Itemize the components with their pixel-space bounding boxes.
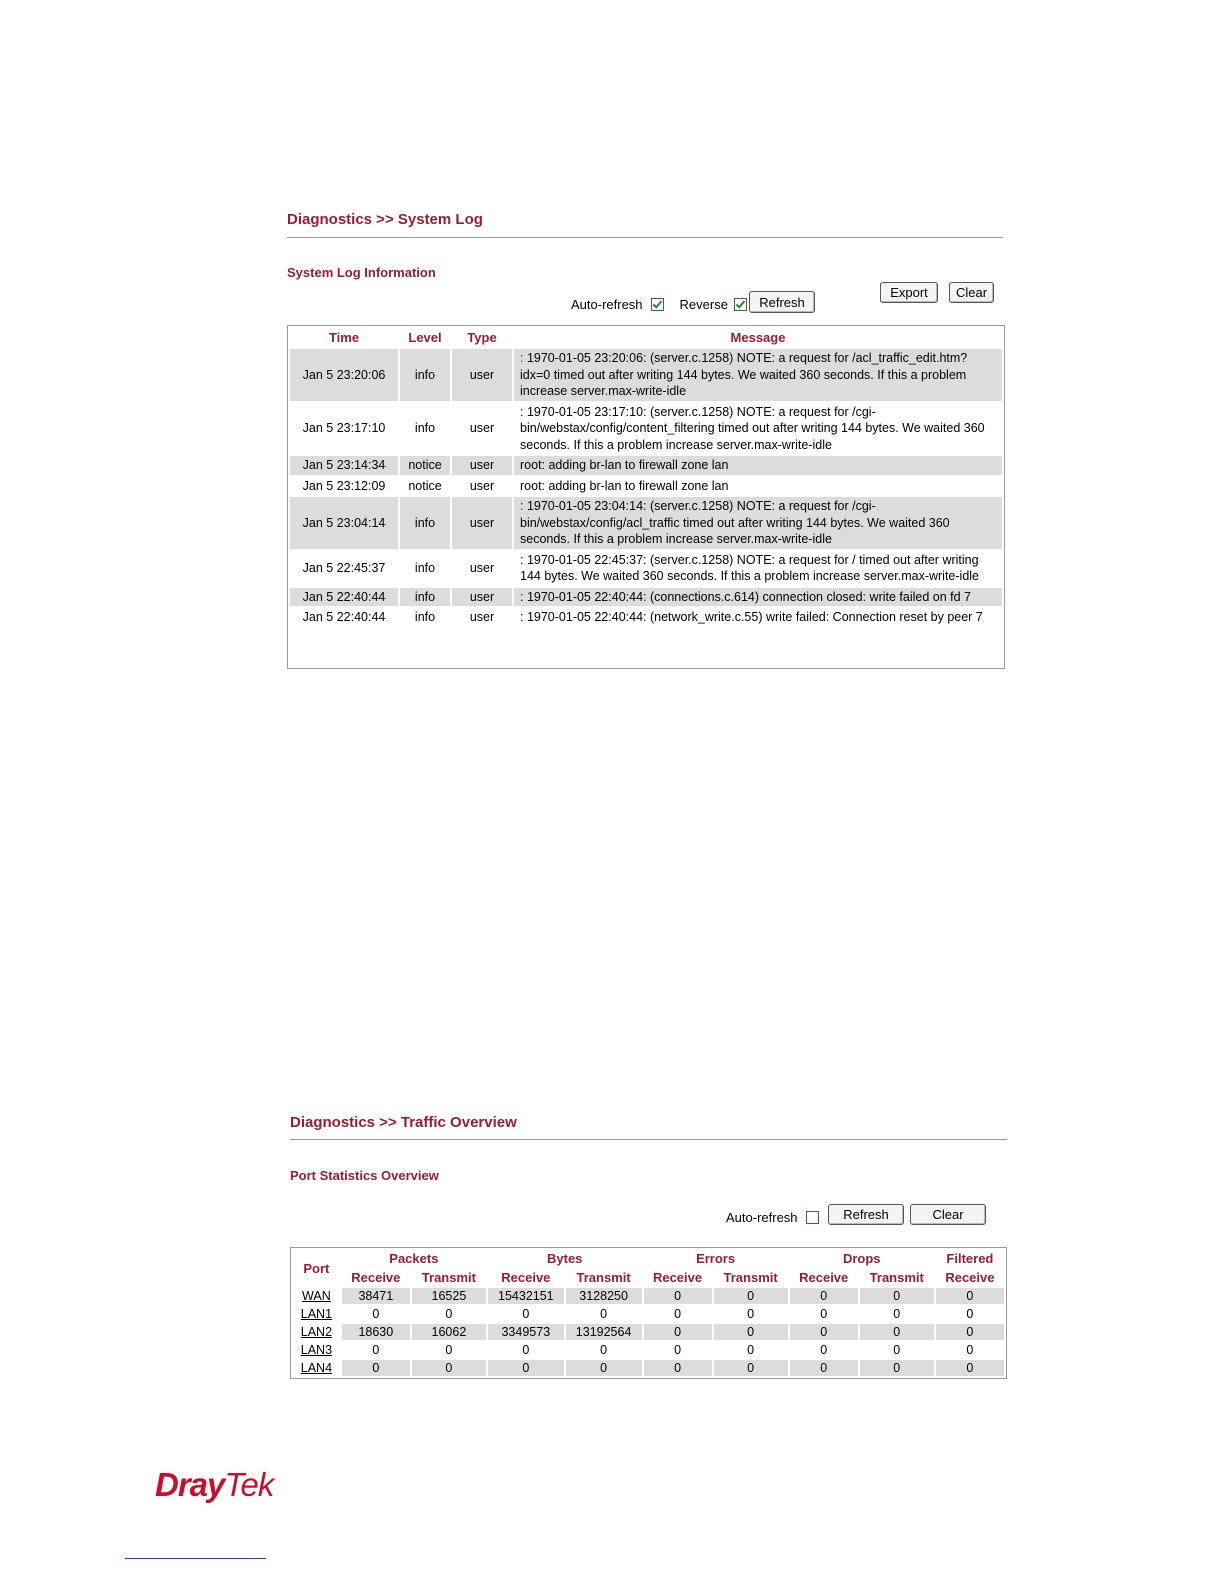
traffic-controls	[726, 1210, 819, 1225]
log-type-cell: user	[452, 588, 512, 607]
stat-cell: 0	[488, 1306, 564, 1322]
stat-cell: 0	[566, 1360, 642, 1376]
col-subheader: Transmit	[421, 1270, 476, 1285]
col-header-message: Message	[730, 330, 786, 345]
logo-dray-text: Dray	[155, 1466, 225, 1503]
col-subheader: Receive	[799, 1270, 849, 1285]
log-row	[290, 403, 1002, 455]
reverse-label: Reverse	[679, 297, 728, 312]
stat-cell: 0	[644, 1342, 712, 1358]
stat-cell: 0	[644, 1288, 712, 1304]
col-group-drops: Drops	[842, 1251, 881, 1266]
syslog-clear-button[interactable]: Clear	[949, 282, 994, 303]
stat-cell: 0	[860, 1306, 934, 1322]
stat-cell: 0	[860, 1324, 934, 1340]
port-link[interactable]: LAN1	[300, 1307, 333, 1321]
log-type-cell: user	[452, 497, 512, 549]
col-subheader: Transmit	[723, 1270, 778, 1285]
traffic-title-divider	[290, 1139, 1007, 1140]
stat-cell: 0	[412, 1306, 486, 1322]
log-row	[290, 477, 1002, 496]
stat-cell: 0	[714, 1324, 788, 1340]
stat-cell: 0	[790, 1360, 858, 1376]
syslog-title-divider	[287, 237, 1003, 238]
traffic-page-title: Diagnostics >> Traffic Overview	[290, 1114, 517, 1131]
traffic-auto-refresh-checkbox[interactable]	[806, 1211, 819, 1224]
logo-tek-text: Tek	[224, 1466, 274, 1503]
log-message-cell: : 1970-01-05 22:45:37: (server.c.1258) NOTE: a request for / timed out after writing 144 bytes. We waited 360 seconds. If this a problem increase server.max-write-idle	[520, 552, 980, 583]
syslog-table-container[interactable]	[287, 325, 1005, 669]
traffic-auto-refresh-label: Auto-refresh	[726, 1210, 798, 1225]
stat-cell: 0	[936, 1306, 1004, 1322]
log-level-cell: notice	[400, 456, 450, 475]
log-type-cell: user	[469, 560, 495, 575]
log-type-cell: user	[469, 421, 495, 435]
col-group-filtered: Filtered	[946, 1251, 994, 1266]
port-cell	[293, 1324, 340, 1340]
stat-cell: 0	[936, 1360, 1004, 1376]
syslog-section-title: System Log Information	[287, 265, 436, 280]
traffic-clear-button[interactable]: Clear	[910, 1204, 986, 1225]
log-time-cell: Jan 5 23:17:10	[302, 421, 386, 435]
log-level-cell: info	[414, 560, 436, 575]
stat-cell: 16525	[412, 1288, 486, 1304]
stat-cell: 0	[644, 1360, 712, 1376]
log-time-cell: Jan 5 23:12:09	[302, 478, 386, 493]
stat-cell: 0	[412, 1342, 486, 1358]
log-row	[290, 608, 1002, 627]
col-subheader: Receive	[501, 1270, 551, 1285]
log-type-cell: user	[452, 349, 512, 401]
log-row	[290, 497, 1002, 549]
footer-link-underline	[125, 1558, 266, 1559]
export-button[interactable]: Export	[880, 282, 938, 303]
log-message-cell: : 1970-01-05 22:40:44: (network_write.c.55) write failed: Connection reset by peer 7	[520, 610, 983, 624]
stat-cell: 38471	[342, 1288, 410, 1304]
log-time-cell: Jan 5 22:45:37	[302, 560, 386, 575]
log-row	[290, 551, 1002, 586]
stat-cell: 0	[714, 1306, 788, 1322]
log-type-cell: user	[469, 478, 495, 493]
col-header-type: Type	[467, 330, 497, 345]
col-group-errors: Errors	[696, 1251, 736, 1266]
traffic-refresh-button[interactable]: Refresh	[828, 1204, 904, 1225]
stat-cell: 3349573	[488, 1324, 564, 1340]
stat-cell: 0	[860, 1360, 934, 1376]
log-message-cell: : 1970-01-05 23:20:06: (server.c.1258) NOTE: a request for /acl_traffic_edit.htm?idx=0 timed out after writing 144 bytes. We waited 360 seconds. If this a problem increase server.max-write-idle	[514, 349, 1002, 401]
stat-cell: 0	[714, 1288, 788, 1304]
stat-cell: 0	[644, 1324, 712, 1340]
col-group-bytes: Bytes	[547, 1251, 583, 1266]
log-time-cell: Jan 5 23:20:06	[290, 349, 398, 401]
stat-cell: 0	[790, 1342, 858, 1358]
port-row	[293, 1360, 1004, 1376]
stat-cell: 16062	[412, 1324, 486, 1340]
log-time-cell: Jan 5 23:14:34	[290, 456, 398, 475]
stat-cell: 0	[860, 1288, 934, 1304]
stat-cell: 0	[790, 1306, 858, 1322]
stat-cell: 0	[488, 1360, 564, 1376]
stat-cell: 0	[412, 1360, 486, 1376]
auto-refresh-checkbox[interactable]	[651, 298, 664, 311]
stat-cell: 0	[936, 1288, 1004, 1304]
stat-cell: 0	[790, 1324, 858, 1340]
log-level-cell: info	[414, 610, 436, 624]
traffic-table	[291, 1248, 1006, 1378]
reverse-checkbox[interactable]	[734, 298, 747, 311]
log-message-cell: : 1970-01-05 23:17:10: (server.c.1258) NOTE: a request for /cgi-bin/webstax/config/content_filtering timed out after writing 144 bytes. We waited 360 seconds. If this a problem increase server.max-write-idle	[520, 404, 985, 452]
log-level-cell: info	[400, 349, 450, 401]
stat-cell: 0	[936, 1342, 1004, 1358]
col-subheader: Receive	[945, 1270, 995, 1285]
port-row	[293, 1288, 1004, 1304]
log-row	[290, 349, 1002, 401]
log-type-cell: user	[469, 610, 495, 624]
stat-cell: 13192564	[566, 1324, 642, 1340]
port-cell	[293, 1360, 340, 1376]
stat-cell: 0	[644, 1306, 712, 1322]
port-link[interactable]: WAN	[302, 1289, 331, 1303]
log-time-cell: Jan 5 23:04:14	[290, 497, 398, 549]
log-time-cell: Jan 5 22:40:44	[302, 610, 386, 624]
stat-cell: 0	[860, 1342, 934, 1358]
stat-cell: 3128250	[566, 1288, 642, 1304]
port-link[interactable]: LAN2	[300, 1325, 333, 1339]
log-row	[290, 588, 1002, 607]
stat-cell: 0	[488, 1342, 564, 1358]
port-link[interactable]: LAN4	[300, 1361, 333, 1375]
traffic-table-container	[290, 1247, 1007, 1379]
stat-cell: 0	[936, 1324, 1004, 1340]
syslog-table	[288, 326, 1004, 629]
log-level-cell: notice	[408, 478, 442, 493]
stat-cell: 15432151	[488, 1288, 564, 1304]
auto-refresh-label: Auto-refresh	[571, 297, 643, 312]
log-message-cell: : 1970-01-05 22:40:44: (connections.c.614) connection closed: write failed on fd 7	[514, 588, 1002, 607]
stat-cell: 0	[714, 1342, 788, 1358]
log-message-cell: root: adding br-lan to firewall zone lan	[520, 478, 729, 493]
log-time-cell: Jan 5 22:40:44	[290, 588, 398, 607]
log-level-cell: info	[414, 421, 436, 435]
port-row	[293, 1306, 1004, 1322]
syslog-controls	[571, 297, 747, 312]
col-header-time: Time	[328, 330, 360, 345]
stat-cell: 0	[566, 1342, 642, 1358]
log-row	[290, 456, 1002, 475]
draytek-logo	[155, 1466, 273, 1504]
stat-cell: 0	[790, 1288, 858, 1304]
log-message-cell: : 1970-01-05 23:04:14: (server.c.1258) NOTE: a request for /cgi-bin/webstax/config/acl_traffic timed out after writing 144 bytes. We waited 360 seconds. If this a problem increase server.max-write-idle	[514, 497, 1002, 549]
traffic-section-title: Port Statistics Overview	[290, 1168, 439, 1183]
stat-cell: 0	[342, 1342, 410, 1358]
syslog-page-title: Diagnostics >> System Log	[287, 211, 483, 228]
col-header-level: Level	[408, 330, 442, 345]
log-level-cell: info	[400, 497, 450, 549]
stat-cell: 0	[342, 1306, 410, 1322]
col-subheader: Receive	[652, 1270, 703, 1285]
port-row	[293, 1342, 1004, 1358]
log-level-cell: info	[400, 588, 450, 607]
stat-cell: 0	[342, 1360, 410, 1376]
stat-cell: 0	[714, 1360, 788, 1376]
syslog-refresh-button[interactable]: Refresh	[749, 291, 815, 313]
port-row	[293, 1324, 1004, 1340]
log-message-cell: root: adding br-lan to firewall zone lan	[514, 456, 1002, 475]
log-type-cell: user	[452, 456, 512, 475]
col-subheader: Transmit	[576, 1270, 631, 1285]
port-link[interactable]: LAN3	[300, 1343, 333, 1357]
col-subheader: Transmit	[869, 1270, 924, 1285]
col-subheader: Receive	[351, 1270, 401, 1285]
port-cell	[293, 1306, 340, 1322]
stat-cell: 0	[566, 1306, 642, 1322]
stat-cell: 18630	[342, 1324, 410, 1340]
port-cell	[293, 1288, 340, 1304]
col-group-packets: Packets	[389, 1251, 439, 1266]
port-cell	[293, 1342, 340, 1358]
col-header-port: Port	[303, 1260, 330, 1276]
